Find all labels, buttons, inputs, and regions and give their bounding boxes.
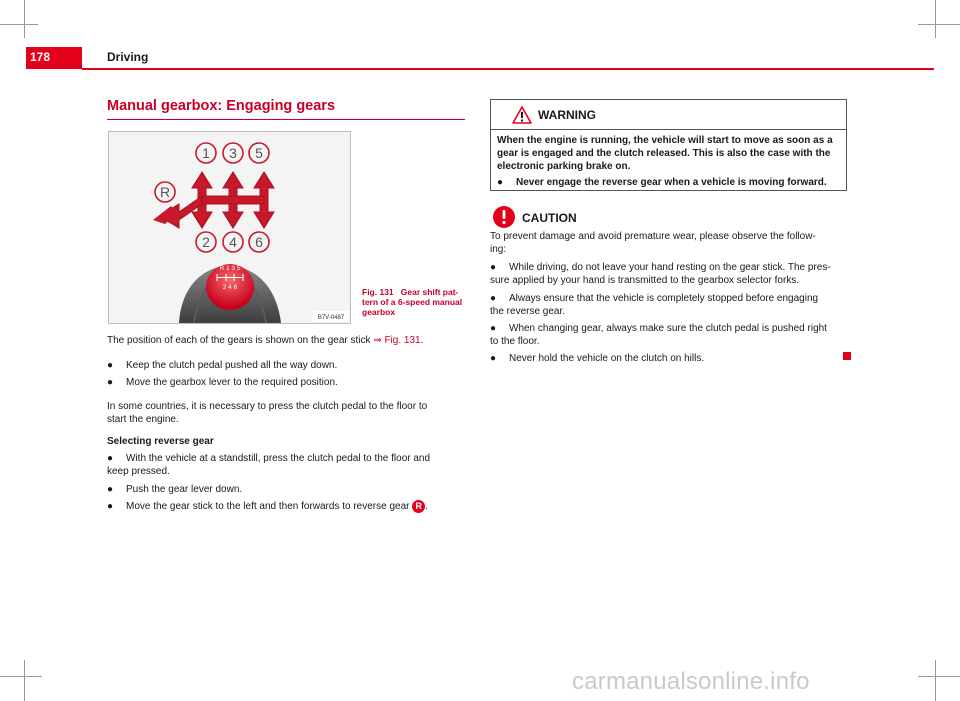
- paragraph-line: start the engine.: [107, 414, 179, 425]
- watermark: carmanualsonline.info: [572, 668, 810, 695]
- warning-triangle-icon: [512, 106, 532, 124]
- list-item: [107, 376, 467, 389]
- warning-line: gear is engaged and the clutch released. This is also the case with the: [497, 148, 831, 159]
- crop-mark: [0, 24, 38, 25]
- paragraph-line: ing:: [490, 244, 507, 255]
- list-item-continuation: to the floor.: [490, 336, 540, 347]
- caution-exclamation-icon: [492, 205, 516, 229]
- crop-mark: [935, 0, 936, 38]
- warning-bullet: [497, 176, 837, 189]
- crop-mark: [24, 0, 25, 38]
- figure-caption-prefix: Fig. 131: [362, 287, 394, 297]
- list-item-text: Move the gearbox lever to the required position.: [126, 377, 338, 388]
- paragraph: [107, 400, 467, 426]
- list-item: [490, 322, 852, 335]
- gear-shift-figure: [108, 131, 351, 324]
- bullet-dot: ●: [107, 377, 114, 388]
- section-rule: [107, 119, 465, 120]
- bullet-dot: ●: [107, 501, 114, 512]
- warning-text: [497, 134, 837, 173]
- gear-label-6: 6: [255, 234, 263, 250]
- list-item-text: Push the gear lever down.: [126, 484, 243, 495]
- knob-top-label: R 1 3 5: [219, 265, 241, 272]
- gear-shift-pattern-icon: [109, 132, 350, 323]
- crop-mark: [918, 676, 960, 677]
- warning-header: [491, 100, 846, 130]
- crop-mark: [0, 676, 42, 677]
- list-item-continuation: keep pressed.: [107, 466, 170, 477]
- subheading: Selecting reverse gear: [107, 436, 214, 447]
- running-head: Driving: [107, 50, 149, 64]
- list-item-line: With the vehicle at a standstill, press the clutch pedal to the floor and: [126, 453, 431, 464]
- bullet-dot: ●: [107, 484, 114, 495]
- gear-label-1: 1: [202, 145, 210, 161]
- list-item-end: .: [425, 501, 429, 513]
- crop-mark: [24, 660, 25, 701]
- list-item-continuation: sure applied by your hand is transmitted to the gearbox selector forks.: [490, 275, 800, 286]
- section-title: Manual gearbox: Engaging gears: [107, 98, 336, 114]
- list-item-text: Move the gear stick to the left and then forwards to reverse gear: [126, 501, 410, 513]
- gear-label-r: R: [159, 184, 171, 200]
- paragraph-line: In some countries, it is necessary to press the clutch pedal to the floor to: [107, 401, 428, 412]
- list-item: [490, 261, 852, 274]
- list-item-text: Never hold the vehicle on the clutch on hills.: [509, 353, 705, 364]
- list-item: [107, 500, 467, 513]
- list-item: [107, 483, 467, 496]
- figure-link[interactable]: ⇒ Fig. 131: [373, 335, 421, 346]
- bullet-dot: ●: [107, 453, 114, 464]
- knob-bottom-label: 2 4 6: [222, 284, 238, 291]
- gear-label-3: 3: [229, 145, 237, 161]
- bullet-dot: ●: [490, 293, 497, 304]
- header-rule: [82, 68, 934, 70]
- intro-text: The position of each of the gears is shown on the gear stick: [107, 335, 371, 346]
- section-end-marker: [843, 352, 851, 360]
- bullet-dot: ●: [490, 262, 497, 273]
- bullet-dot: ●: [497, 177, 504, 188]
- paragraph-line: To prevent damage and avoid premature wear, please observe the follow-: [490, 231, 816, 242]
- warning-bullet-text: Never engage the reverse gear when a vehicle is moving forward.: [516, 177, 827, 188]
- reverse-gear-badge: R: [412, 500, 425, 513]
- crop-mark: [918, 24, 960, 25]
- intro-end: .: [420, 335, 424, 346]
- caution-title: CAUTION: [522, 211, 577, 225]
- bullet-dot: ●: [490, 353, 497, 364]
- bullet-dot: ●: [490, 323, 497, 334]
- list-item-continuation: the reverse gear.: [490, 306, 566, 317]
- list-item-line: While driving, do not leave your hand resting on the gear stick. The pres-: [509, 262, 831, 273]
- page-number: 178: [30, 50, 51, 64]
- bullet-dot: ●: [107, 360, 114, 371]
- list-item: [490, 352, 852, 365]
- list-item-line: When changing gear, always make sure the clutch pedal is pushed right: [509, 323, 827, 334]
- intro-paragraph: [107, 334, 467, 347]
- list-item: [107, 452, 467, 465]
- gear-label-4: 4: [229, 234, 237, 250]
- warning-line: electronic parking brake on.: [497, 161, 631, 172]
- caution-intro: [490, 230, 852, 256]
- list-item: [107, 359, 467, 372]
- gear-label-5: 5: [255, 145, 263, 161]
- warning-box: [490, 99, 847, 191]
- list-item-text: Keep the clutch pedal pushed all the way down.: [126, 360, 338, 371]
- list-item: [490, 292, 852, 305]
- warning-line: When the engine is running, the vehicle will start to move as soon as a: [497, 135, 833, 146]
- gear-label-2: 2: [202, 234, 210, 250]
- figure-code: B7V-0487: [317, 315, 345, 321]
- figure-caption-text: Gear shift pat-tern of a 6-speed manual gearbox: [362, 287, 463, 317]
- figure-caption: [362, 287, 467, 317]
- crop-mark: [935, 660, 936, 701]
- list-item-line: Always ensure that the vehicle is completely stopped before engaging: [509, 293, 819, 304]
- warning-title: WARNING: [538, 108, 596, 122]
